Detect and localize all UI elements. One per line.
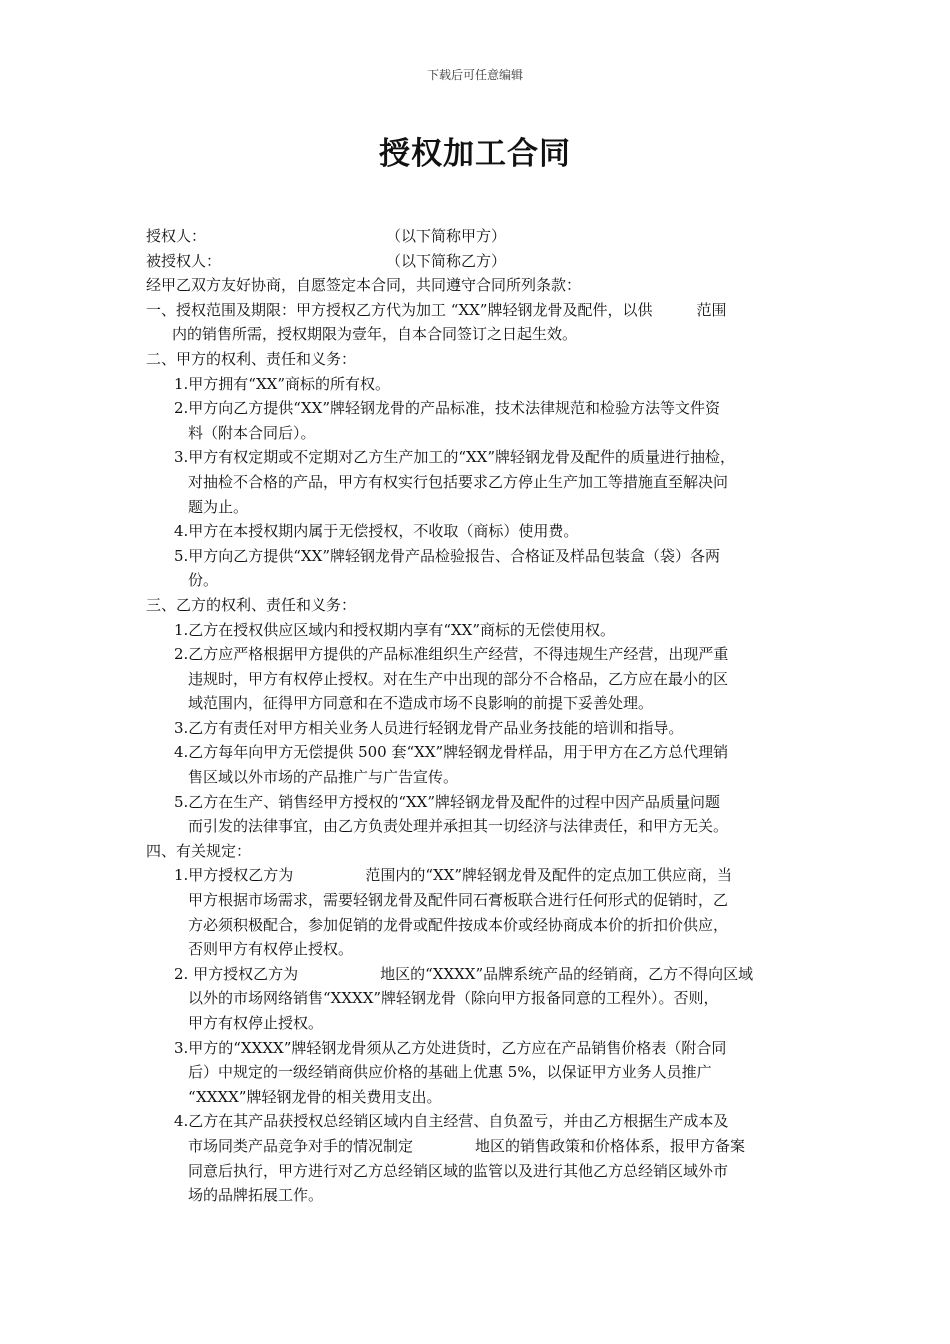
section-4-item-4-cont-2: 同意后执行，甲方进行对乙方总经销区域的监管以及进行其他乙方总经销区域外市 — [188, 1161, 729, 1180]
party-a-label: 授权人： — [146, 227, 207, 245]
section-4-item-1-post: 范围内的“XX”牌轻钢龙骨及配件的定点加工供应商，当 — [365, 866, 733, 885]
section-4-heading: 四、有关规定： — [146, 841, 252, 860]
section-2-item-4: 4.甲方在本授权期内属于无偿授权，不收取（商标）使用费。 — [174, 522, 579, 541]
section-2-item-3-cont-2: 题为止。 — [188, 497, 249, 516]
section-2-item-1: 1.甲方拥有“XX”商标的所有权。 — [174, 374, 391, 393]
document-title: 授权加工合同 — [379, 136, 571, 172]
section-4-item-4-pre: 市场同类产品竞争对手的情况制定 — [188, 1136, 414, 1155]
section-2-item-5: 5.甲方向乙方提供“XX”牌轻钢龙骨产品检验报告、合格证及样品包装盒（袋）各两 — [174, 546, 721, 565]
section-4-item-4-post: 地区的销售政策和价格体系，报甲方备案 — [475, 1136, 746, 1155]
section-3-item-2: 2.乙方应严格根据甲方提供的产品标准组织生产经营，不得违规生产经营，出现严重 — [174, 645, 729, 664]
contract-body — [146, 224, 816, 1208]
section-4-item-3-cont-2: “XXXX”牌轻钢龙骨的相关费用支出。 — [188, 1087, 442, 1106]
section-2-item-2-cont: 料（附本合同后）。 — [188, 423, 316, 442]
section-4-item-2 — [146, 962, 816, 987]
section-4-item-1 — [146, 863, 816, 888]
section-4-item-1-cont-3: 否则甲方有权停止授权。 — [188, 940, 354, 959]
section-3-item-2-cont: 违规时，甲方有权停止授权。对在生产中出现的部分不合格品，乙方应在最小的区 — [188, 669, 729, 688]
party-b-label: 被授权人： — [146, 251, 222, 270]
section-4-item-1-cont-2: 方必须积极配合，参加促销的龙骨或配件按成本价或经协商成本价的折扣价供应， — [188, 915, 729, 934]
section-4-item-1-cont: 甲方根据市场需求，需要轻钢龙骨及配件同石膏板联合进行任何形式的促销时，乙 — [188, 891, 729, 910]
party-a-note: （以下简称甲方） — [386, 227, 507, 245]
section-3-item-4: 4.乙方每年向甲方无偿提供 500 套“XX”牌轻钢龙骨样品，用于甲方在乙方总代理销 — [174, 743, 729, 762]
section-3-item-1: 1.乙方在授权供应区域内和授权期内享有“XX”商标的无偿使用权。 — [174, 620, 616, 639]
section-4-item-2-cont: 以外的市场网络销售“XXXX”牌轻钢龙骨（除向甲方报备同意的工程外）。否则， — [188, 989, 719, 1008]
section-4-item-1-pre: 1.甲方授权乙方为 — [174, 866, 294, 885]
section-1-line-1 — [146, 298, 816, 323]
section-3-item-3: 3.乙方有责任对甲方相关业务人员进行轻钢龙骨产品业务技能的培训和指导。 — [174, 718, 684, 737]
section-4-item-4: 4.乙方在其产品获授权总经销区域内自主经营、自负盈亏，并由乙方根据生产成本及 — [174, 1112, 729, 1131]
party-b-note: （以下简称乙方） — [386, 251, 507, 270]
section-1-line-2: 内的销售所需，授权期限为壹年，自本合同签订之日起生效。 — [172, 325, 578, 344]
section-4-item-3-cont: 后）中规定的一级经销商供应价格的基础上优惠 5%，以保证甲方业务人员推广 — [188, 1063, 712, 1082]
section-2-item-3-cont: 对抽检不合格的产品，甲方有权实行包括要求乙方停止生产加工等措施直至解决问 — [188, 472, 729, 491]
section-3-item-4-cont: 售区域以外市场的产品推广与广告宣传。 — [188, 768, 459, 787]
section-3-item-2-cont-2: 域范围内，征得甲方同意和在不造成市场不良影响的前提下妥善处理。 — [188, 694, 654, 713]
header-note: 下载后可任意编辑 — [426, 68, 523, 82]
section-3-item-5: 5.乙方在生产、销售经甲方授权的“XX”牌轻钢龙骨及配件的过程中因产品质量问题 — [174, 792, 721, 811]
section-2-item-3: 3.甲方有权定期或不定期对乙方生产加工的“XX”牌轻钢龙骨及配件的质量进行抽检， — [174, 448, 736, 467]
section-4-item-2-post: 地区的“XXXX”品牌系统产品的经销商，乙方不得向区域 — [380, 964, 754, 983]
section-2-heading: 二、甲方的权利、责任和义务： — [146, 349, 357, 368]
section-3-item-5-cont: 而引发的法律事宜，由乙方负责处理并承担其一切经济与法律责任，和甲方无关。 — [188, 817, 729, 836]
party-a-line — [146, 224, 816, 249]
intro-line: 经甲乙双方友好协商，自愿签定本合同，共同遵守合同所列条款： — [146, 276, 582, 295]
section-1-text: 一、授权范围及期限：甲方授权乙方代为加工 “XX”牌轻钢龙骨及配件，以供 — [146, 300, 653, 319]
section-4-item-2-cont-2: 甲方有权停止授权。 — [188, 1014, 324, 1032]
party-b-line — [146, 249, 816, 274]
section-2-item-2: 2.甲方向乙方提供“XX”牌轻钢龙骨的产品标准，技术法律规范和检验方法等文件资 — [174, 399, 721, 418]
section-2-item-5-cont: 份。 — [188, 571, 219, 590]
section-4-item-4-cont — [146, 1134, 816, 1159]
section-4-item-4-cont-3: 场的品牌拓展工作。 — [188, 1186, 324, 1205]
section-4-item-3: 3.甲方的“XXXX”牌轻钢龙骨须从乙方处进货时，乙方应在产品销售价格表（附合同 — [174, 1038, 727, 1057]
section-1-scope: 范围 — [696, 300, 727, 319]
section-3-heading: 三、乙方的权利、责任和义务： — [146, 595, 357, 614]
section-4-item-2-pre: 2. 甲方授权乙方为 — [174, 964, 299, 983]
